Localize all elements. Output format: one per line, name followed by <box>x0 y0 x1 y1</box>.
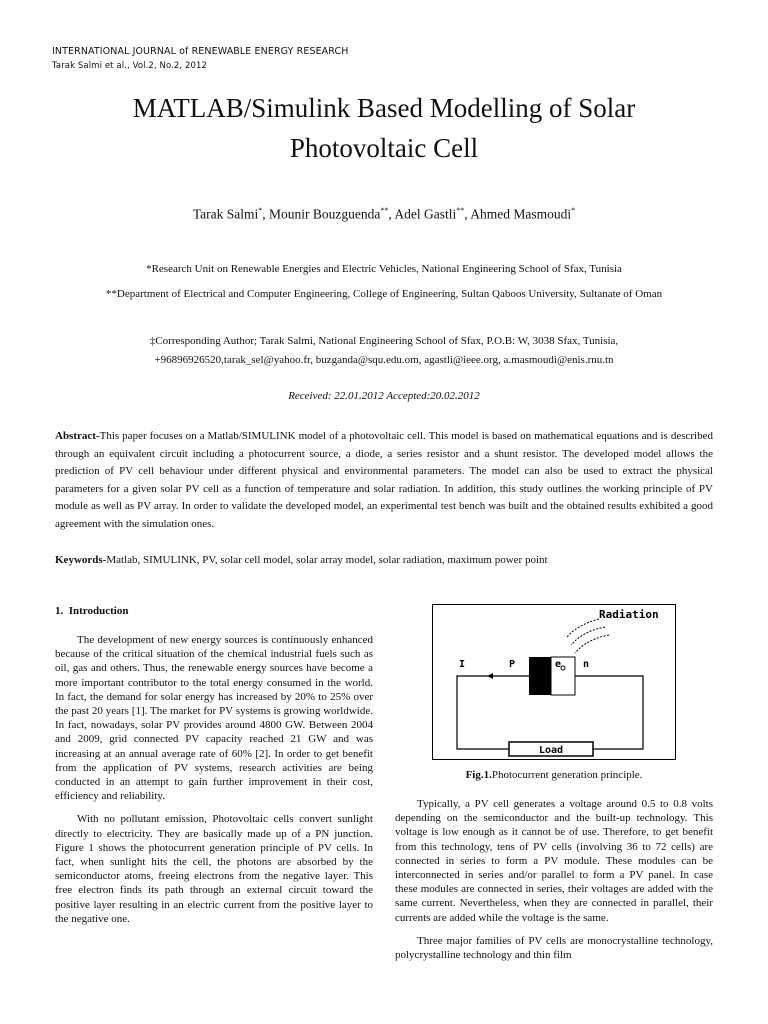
corresponding-line-2: +96896926520,tarak_sel@yahoo.fr, buzganda@squ.edu.om, agastli@ieee.org, a.masmoudi@enis.rnu.tn <box>154 354 614 366</box>
paragraph: Three major families of PV cells are monocrystalline technology, polycrystalline technology and thin film <box>395 934 713 962</box>
current-label: I <box>459 659 466 670</box>
author-list <box>0 206 768 223</box>
abstract <box>55 428 713 534</box>
figure-caption <box>395 769 713 781</box>
right-column <box>395 797 713 962</box>
radiation-ray <box>567 619 599 637</box>
journal-header <box>52 46 349 71</box>
affiliation-2: **Department of Electrical and Computer Engineering, College of Engineering, Sultan Qaboos University, Sultanate of Oman <box>105 288 663 300</box>
keywords-label: Keywords- <box>55 554 107 566</box>
load-label: Load <box>538 745 564 756</box>
circuit-wire-right <box>575 676 643 749</box>
radiation-arrows <box>567 619 609 653</box>
section-heading <box>55 605 128 617</box>
p-label: P <box>509 659 516 670</box>
abstract-label: Abstract- <box>55 430 100 442</box>
section-title: Introduction <box>68 605 129 617</box>
radiation-ray <box>575 635 609 653</box>
received-dates: Received: 22.01.2012 Accepted:20.02.2012 <box>288 390 480 402</box>
figure-1 <box>432 604 676 760</box>
p-layer <box>529 657 551 695</box>
affiliation-1: *Research Unit on Renewable Energies and Electric Vehicles, National Engineering School of Sfax, Tunisia <box>146 263 622 275</box>
n-label: n <box>583 659 590 670</box>
paragraph: Typically, a PV cell generates a voltage around 0.5 to 0.8 volts depending on the semiconductor and the built-up technology. This voltage is low enough as it cannot be of use. Therefore, to get benefit from this technology, tens of PV cells (involving 36 to 72 cells) are connected in series to form a PV module. These modules can be interconnected in series and/or parallel to form a PV panel. In case these modules are connected in series, their voltages are added with the same current. Nevertheless, when they are connected in parallel, their currents are added while the voltage is the same. <box>395 798 713 924</box>
keywords <box>55 554 713 566</box>
title-line-1: MATLAB/Simulink Based Modelling of Solar <box>132 93 636 123</box>
abstract-text: This paper focuses on a Matlab/SIMULINK model of a photovoltaic cell. This model is based on mathematical equations and is described through an equivalent circuit including a photocurrent source, a diode, a series resistor and a shunt resistor. The developed model allows the prediction of PV cell behaviour under different physical and environmental parameters. The model can also be used to extract the physical parameters for a given solar PV cell as a function of temperature and solar radiation. In addition, this study outlines the working principle of PV module as well as PV array. In order to validate the developed model, an experimental test bench was built and the obtained results exhibited a good agreement with the simulation ones. <box>55 430 713 530</box>
paper-title <box>40 88 728 168</box>
corresponding-author <box>0 332 768 370</box>
author-separator: , <box>262 206 270 222</box>
affiliation-mark: ** <box>380 206 389 215</box>
left-column <box>55 633 373 926</box>
paragraph: With no pollutant emission, Photovoltaic cells convert sunlight directly to electricity. They are basically made up of a PN junction. Figure 1 shows the photocurrent generation principle of PV cells. In fact, when sunlight hits the cell, the photons are absorbed by the semiconductor atoms, freeing electrons from the negative layer. This free electron finds its path through an external circuit toward the positive layer resulting in an electric current from the positive layer to the negative one. <box>55 813 373 925</box>
keywords-text: Matlab, SIMULINK, PV, solar cell model, solar array model, solar radiation, maximum power point <box>106 554 548 566</box>
author-separator: , <box>464 206 471 222</box>
caption-text: Photocurrent generation principle. <box>491 769 643 781</box>
author-name: Tarak Salmi <box>192 206 259 222</box>
author-name: Adel Gastli <box>394 206 457 222</box>
journal-citation: Tarak Salmi et al., Vol.2, No.2, 2012 <box>52 61 208 71</box>
electron <box>561 666 565 670</box>
circuit-wire-left <box>457 676 529 749</box>
affiliation-mark: ** <box>456 206 465 215</box>
author-separator: , <box>388 206 395 222</box>
journal-name: INTERNATIONAL JOURNAL of RENEWABLE ENERGY RESEARCH <box>52 46 349 57</box>
affiliation-mark: * <box>258 206 263 215</box>
section-number: 1. <box>55 605 64 617</box>
author-name: Ahmed Masmoudi <box>470 206 572 222</box>
caption-label: Fig.1. <box>465 769 492 781</box>
title-line-2: Photovoltaic Cell <box>289 133 479 163</box>
paragraph: The development of new energy sources is continuously enhanced because of the critical situation of the chemical industrial fuels such as oil, gas and others. Thus, the renewable energy sources have become a more important contributor to the total energy consumed in the world. In fact, the demand for solar energy has increased by 20% to 25% over the past 20 years [1]. The market for PV systems is growing worldwide. In fact, nowadays, solar PV provides around 4800 GW. Between 2004 and 2009, grid connected PV capacity reached 21 GW and was increasing at an annual average rate of 60% [2]. In order to get benefit from the application of PV systems, research activities are being conducted in an attempt to gain further improvement in their cost, efficiency and reliability. <box>55 634 373 803</box>
electron-label: e <box>555 659 562 670</box>
radiation-label: Radiation <box>599 608 659 621</box>
affiliation-mark: * <box>571 206 576 215</box>
corresponding-line-1: ‡Corresponding Author; Tarak Salmi, National Engineering School of Sfax, P.O.B: W, 3038 Sfax, Tunisia, <box>149 335 619 347</box>
photocurrent-diagram <box>433 605 675 759</box>
author-name: Mounir Bouzguenda <box>269 206 381 222</box>
current-arrow-icon <box>487 673 493 679</box>
